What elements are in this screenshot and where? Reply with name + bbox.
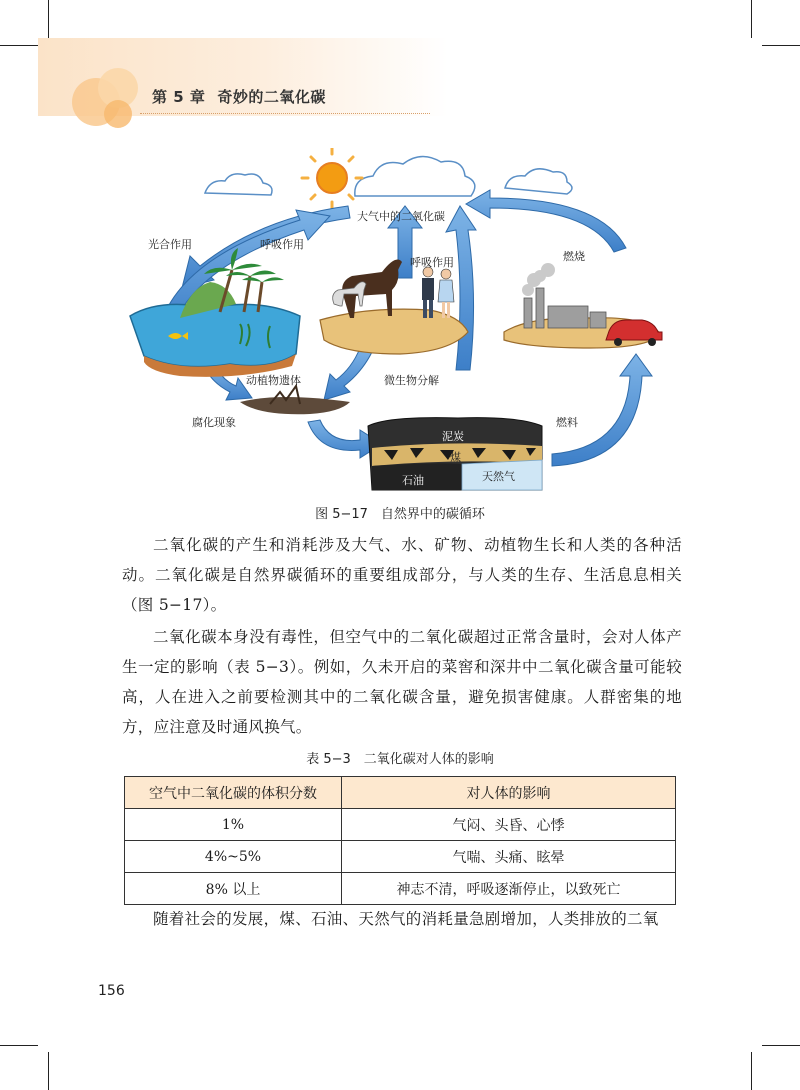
crop-mark — [751, 1052, 752, 1090]
label-combustion: 燃烧 — [563, 250, 585, 263]
figure-caption: 图 5−17 自然界中的碳循环 — [315, 507, 485, 522]
paragraph-1: 二氧化碳的产生和消耗涉及大气、水、矿物、动植物生长和人类的各种活动。二氧化碳是自然界碳循环的重要组成部分，与人类的生存、生活息息相关（图 5−17）。 — [122, 536, 682, 614]
label-gas: 天然气 — [482, 470, 515, 483]
header-divider — [140, 113, 430, 115]
crop-mark — [762, 1045, 800, 1046]
effects-table — [124, 776, 676, 905]
chapter-name: 奇妙的二氧化碳 — [217, 88, 326, 106]
table-cell: 气闷、头昏、心悸 — [342, 809, 676, 841]
crop-mark — [762, 45, 800, 46]
cloud-right-icon — [505, 169, 572, 194]
crop-mark — [751, 0, 752, 38]
decor-circle — [104, 100, 132, 128]
label-decomposition: 微生物分解 — [384, 374, 439, 387]
paragraph-2: 二氧化碳本身没有毒性，但空气中的二氧化碳超过正常含量时，会对人体产生一定的影响（表 5−3）。例如，久未开启的菜窖和深井中二氧化碳含量可能较高，人在进入之前要检测其中的二氧化碳含量，避免损害健康。人群密集的地方，应注意及时通风换气。 — [122, 628, 682, 736]
table-row — [125, 873, 676, 905]
table-row — [125, 809, 676, 841]
label-coal: 煤 — [450, 451, 461, 464]
table-cell: 气喘、头痛、眩晕 — [342, 841, 676, 873]
industry-scene — [504, 263, 662, 348]
table-header-cell: 空气中二氧化碳的体积分数 — [125, 777, 342, 809]
paragraph-3: 随着社会的发展，煤、石油、天然气的消耗量急剧增加，人类排放的二氧 — [153, 910, 659, 928]
label-remains: 动植物遗体 — [246, 374, 301, 387]
crop-mark — [0, 1045, 38, 1046]
label-atmosphere: 大气中的二氧化碳 — [357, 210, 445, 223]
carbon-cycle-figure — [120, 148, 680, 493]
person-woman-icon — [438, 269, 454, 318]
label-fuel: 燃料 — [556, 416, 578, 429]
land-scene — [320, 260, 468, 354]
page-number: 156 — [98, 983, 125, 999]
table-row — [125, 841, 676, 873]
label-photosynthesis: 光合作用 — [148, 238, 192, 251]
label-oil: 石油 — [402, 474, 424, 487]
arrow-industry-to-air — [466, 190, 626, 252]
chapter-title — [152, 86, 326, 107]
chapter-number: 第 5 章 — [152, 88, 206, 106]
crop-mark — [48, 1052, 49, 1090]
crop-mark — [48, 0, 49, 38]
crop-mark — [0, 45, 38, 46]
label-respiration-left: 呼吸作用 — [260, 238, 304, 251]
table-cell: 4%~5% — [125, 841, 342, 873]
table-cell: 1% — [125, 809, 342, 841]
table-header-cell: 对人体的影响 — [342, 777, 676, 809]
cloud-center-icon — [355, 156, 475, 196]
label-decay: 腐化现象 — [192, 416, 236, 429]
label-respiration-mid: 呼吸作用 — [410, 256, 454, 269]
sun-icon — [302, 148, 362, 208]
table-title: 表 5−3 二氧化碳对人体的影响 — [306, 752, 494, 767]
label-peat: 泥炭 — [442, 430, 464, 443]
table-cell: 神志不清，呼吸逐渐停止，以致死亡 — [342, 873, 676, 905]
arrow-land-to-remains — [324, 348, 372, 400]
table-header-row — [125, 777, 676, 809]
arrow-fossil-to-industry — [552, 354, 652, 466]
table-cell: 8% 以上 — [125, 873, 342, 905]
cloud-left-icon — [205, 174, 272, 195]
